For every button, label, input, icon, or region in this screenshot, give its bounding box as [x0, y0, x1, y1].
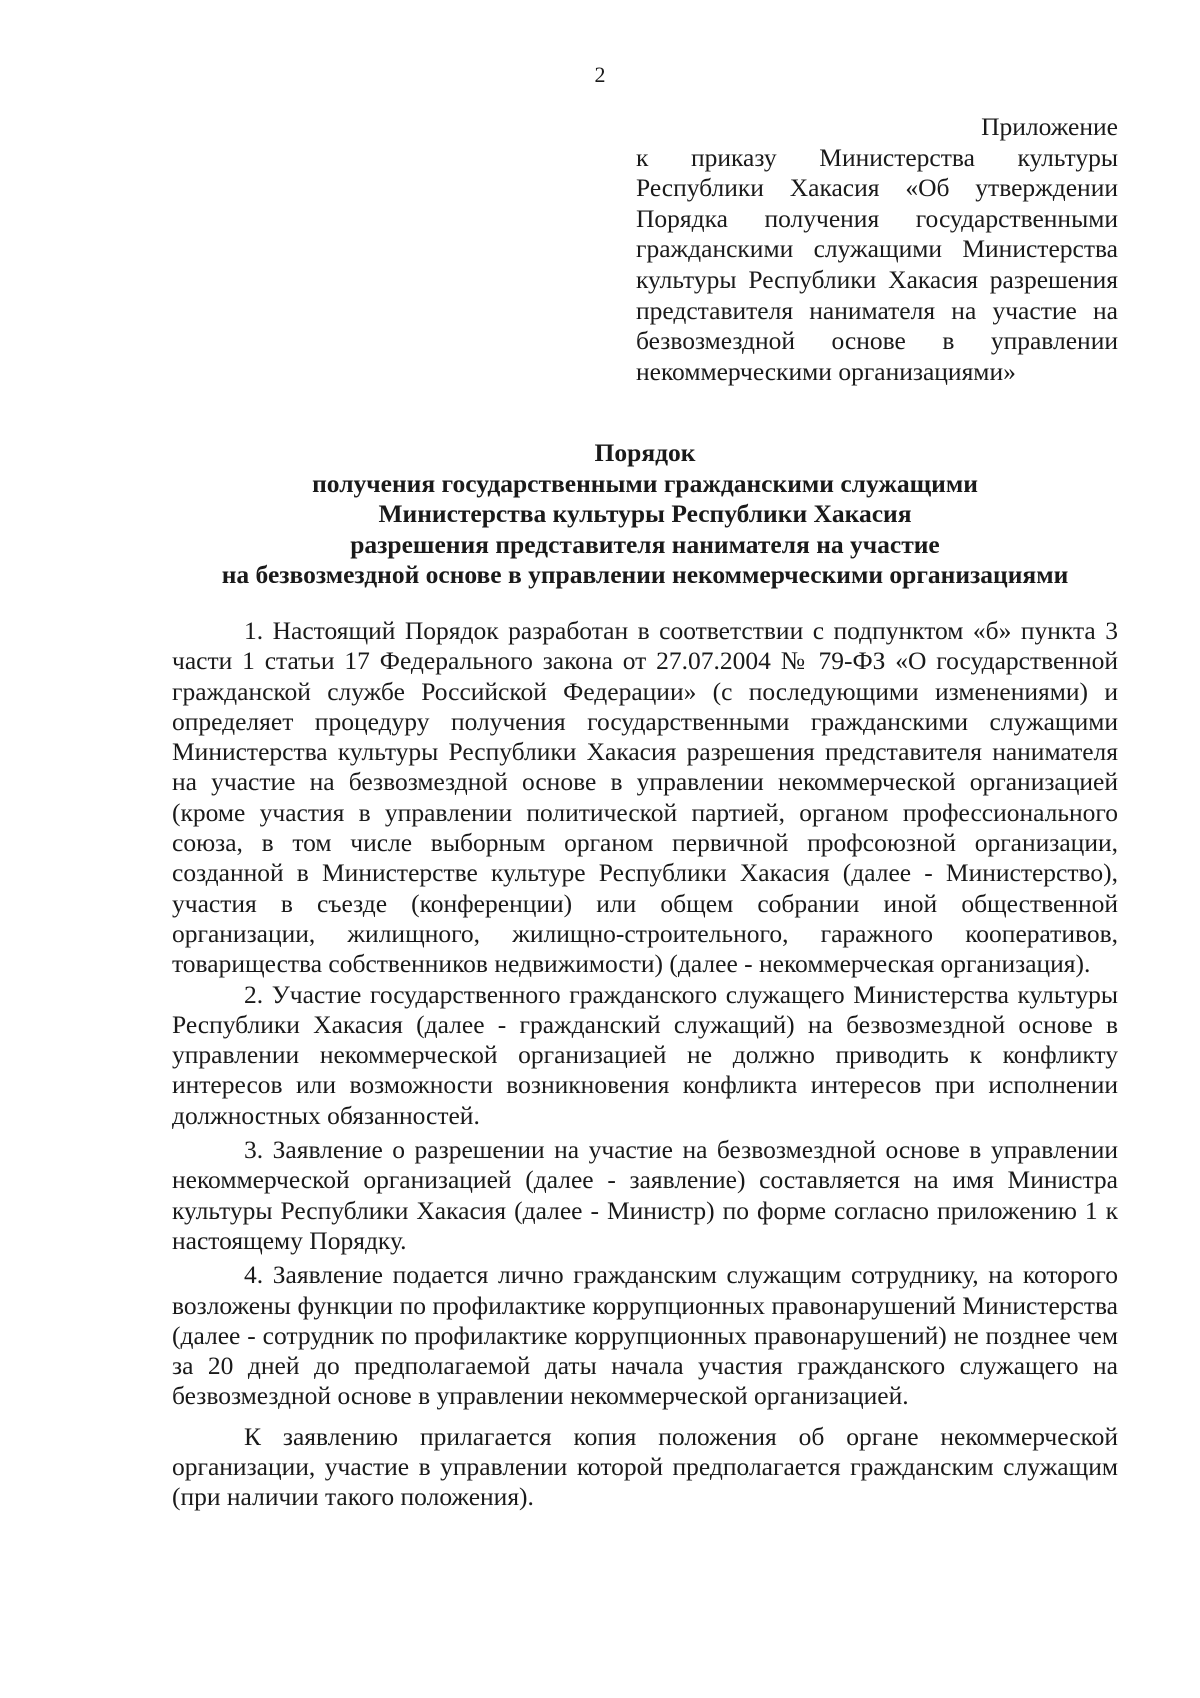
- appendix-block: [636, 112, 1118, 387]
- paragraph-2: 2. Участие государственного гражданского служащего Министерства культуры Республики Хакасия (далее - гражданский служащий) на безвозмездной основе в управлении некоммерческой организацией не должно приводить к конфликту интересов или возможности возникновения конфликта интересов при исполнении должностных обязанностей.: [172, 979, 1118, 1130]
- paragraph-5: К заявлению прилагается копия положения об органе некоммерческой организации, участие в управлении которой предполагается гражданским служащим (при наличии такого положения).: [172, 1421, 1118, 1512]
- title-line: Министерства культуры Республики Хакасия: [378, 499, 912, 528]
- page-number: 2: [594, 62, 606, 87]
- title-line: получения государственными гражданскими служащими: [312, 468, 978, 498]
- paragraph-3: 3. Заявление о разрешении на участие на безвозмездной основе в управлении некоммерческой организацией (далее - заявление) составляется на имя Министра культуры Республики Хакасия (далее - Министр) по форме согласно приложению 1 к настоящему Порядку.: [172, 1135, 1118, 1255]
- document-body: [172, 616, 1118, 1513]
- appendix-text: к приказу Министерства культуры Республики Хакасия «Об утверждении Порядка получения государственными гражданскими служащими Министерства культуры Республики Хакасия разрешения представителя нанимателя на участие на безвозмездной основе в управлении некоммерческими организациями»: [636, 142, 1118, 386]
- paragraph-4: 4. Заявление подается лично гражданским служащим сотруднику, на которого возложены функции по профилактике коррупционных правонарушений Министерства (далее - сотрудник по профилактике коррупционных правонарушений) не позднее чем за 20 дней до предполагаемой даты начала участия гражданского служащего на безвозмездной основе в управлении некоммерческой организацией.: [172, 1260, 1118, 1411]
- appendix-heading: Приложение: [981, 112, 1118, 141]
- paragraph-1: 1. Настоящий Порядок разработан в соответствии с подпунктом «б» пункта 3 части 1 статьи 17 Федерального закона от 27.07.2004 № 79-ФЗ «О государственной гражданской службе Российской Федерации» (с последующими изменениями) и определяет процедуру получения государственными гражданскими служащими Министерства культуры Республики Хакасия разрешения представителя нанимателя на участие на безвозмездной основе в управлении некоммерческой организацией (кроме участия в управлении политической партией, органом профессионального союза, в том числе выборным органом первичной профсоюзной организации, созданной в Министерстве культуре Республики Хакасия (далее - Министерство), участия в съезде (конференции) или общем собрании иной общественной организации, жилищного, жилищно-строительного, гаражного кооперативов, товарищества собственников недвижимости) (далее - некоммерческая организация).: [172, 616, 1118, 979]
- title-line: на безвозмездной основе в управлении некоммерческими организациями: [221, 560, 1069, 589]
- title-line: разрешения представителя нанимателя на участие: [350, 529, 940, 559]
- title-line: Порядок: [594, 438, 696, 467]
- document-title: [150, 438, 1140, 591]
